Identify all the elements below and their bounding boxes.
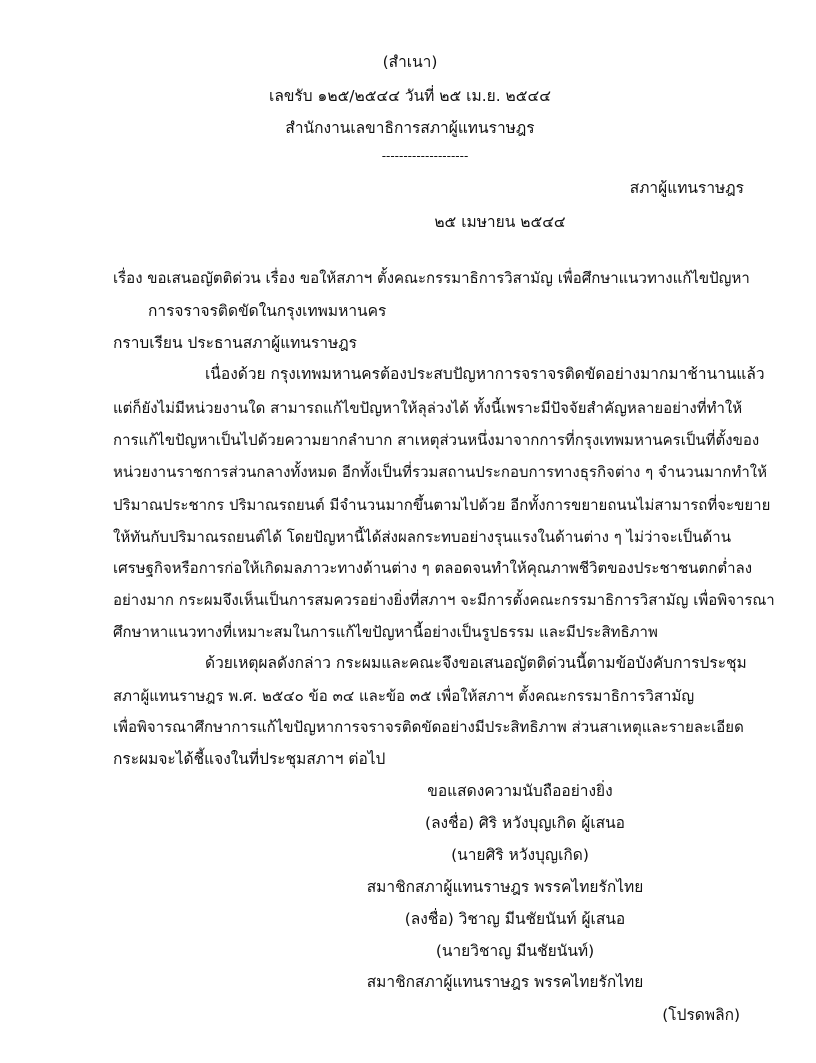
body-para1-line-8: อย่างมาก กระผมจึงเห็นเป็นการสมควรอย่างยิ่งที่สภาฯ จะมีการตั้งคณะกรรมาธิการวิสามัญ เพื่อพิจารณา bbox=[113, 591, 775, 609]
body-para1-line-1: เนื่องด้วย กรุงเทพมหานครต้องประสบปัญหาการจราจรติดขัดอย่างมากมาช้านานแล้ว bbox=[205, 365, 765, 383]
copy-label: (สำเนา) bbox=[382, 53, 438, 71]
body-para1-line-4: หน่วยงานราชการส่วนกลางทั้งหมด อีกทั้งเป็นที่รวมสถานประกอบการทางธุรกิจต่าง ๆ จำนวนมากทำให้ bbox=[113, 463, 767, 481]
body-para2-line-4: กระผมจะได้ชี้แจงในที่ประชุมสภาฯ ต่อไป bbox=[113, 750, 386, 768]
turn-over-note: (โปรดพลิก) bbox=[662, 1006, 740, 1024]
place: สภาผู้แทนราษฎร bbox=[629, 179, 744, 197]
body-para2-line-3: เพื่อพิจารณาศึกษาการแก้ไขปัญหาการจราจรติดขัดอย่างมีประสิทธิภาพ ส่วนสาเหตุและรายละเอียด bbox=[113, 718, 744, 736]
salutation: กราบเรียน ประธานสภาผู้แทนราษฎร bbox=[113, 334, 357, 352]
subject-line-2: การจราจรติดขัดในกรุงเทพมหานคร bbox=[148, 302, 387, 320]
signer-name-2: (นายวิชาญ มีนชัยนันท์) bbox=[435, 942, 595, 960]
body-para1-line-9: ศึกษาหาแนวทางที่เหมาะสมในการแก้ไขปัญหานี้อย่างเป็นรูปธรรม และมีประสิทธิภาพ bbox=[113, 623, 658, 641]
body-para1-line-6: ให้ทันกับปริมาณรถยนต์ได้ โดยปัญหานี้ได้ส่งผลกระทบอย่างรุนแรงในด้านต่าง ๆ ไม่ว่าจะเป็นด้าน bbox=[113, 528, 731, 546]
signer-name-1: (นายศิริ หวังบุญเกิด) bbox=[451, 846, 589, 864]
receipt-line: เลขรับ ๑๒๕/๒๕๔๔ วันที่ ๒๕ เม.ย. ๒๕๔๔ bbox=[269, 87, 551, 105]
body-para2-line-2: สภาผู้แทนราษฎร พ.ศ. ๒๕๔๐ ข้อ ๓๔ และข้อ ๓๕ เพื่อให้สภาฯ ตั้งคณะกรรมาธิการวิสามัญ bbox=[113, 687, 695, 705]
signature-1: (ลงชื่อ) ศิริ หวังบุญเกิด ผู้เสนอ bbox=[425, 814, 625, 832]
body-para1-line-7: เศรษฐกิจหรือการก่อให้เกิดมลภาวะทางด้านต่าง ๆ ตลอดจนทำให้คุณภาพชีวิตของประชาชนตกต่ำลง bbox=[113, 559, 753, 577]
body-para2-line-1: ด้วยเหตุผลดังกล่าว กระผมและคณะจึงขอเสนอญัตติด่วนนี้ตามข้อบังคับการประชุม bbox=[205, 654, 747, 672]
office-name: สำนักงานเลขาธิการสภาผู้แทนราษฎร bbox=[285, 119, 535, 137]
signature-2: (ลงชื่อ) วิชาญ มีนชัยนันท์ ผู้เสนอ bbox=[404, 910, 626, 928]
signer-title-1: สมาชิกสภาผู้แทนราษฎร พรรคไทยรักไทย bbox=[366, 878, 644, 896]
body-para1-line-3: การแก้ไขปัญหาเป็นไปด้วยความยากลำบาก สาเหตุส่วนหนึ่งมาจากการที่กรุงเทพมหานครเป็นที่ตั้งของ bbox=[113, 431, 760, 449]
subject-line-1: เรื่อง ขอเสนอญัตติด่วน เรื่อง ขอให้สภาฯ ตั้งคณะกรรมาธิการวิสามัญ เพื่อศึกษาแนวทางแก้ไขปัญหา bbox=[113, 269, 750, 287]
body-para1-line-2: แต่ก็ยังไม่มีหน่วยงานใด สามารถแก้ไขปัญหาให้ลุล่วงได้ ทั้งนี้เพราะมีปัจจัยสำคัญหลายอย่างที่ทำให้ bbox=[113, 399, 743, 417]
body-para1-line-5: ปริมาณประชากร ปริมาณรถยนต์ มีจำนวนมากขึ้นตามไปด้วย อีกทั้งการขยายถนนไม่สามารถที่จะขยาย bbox=[113, 496, 771, 514]
header-divider: -------------------- bbox=[381, 149, 469, 163]
closing-respect: ขอแสดงความนับถืออย่างยิ่ง bbox=[427, 782, 613, 800]
letter-date: ๒๕ เมษายน ๒๕๔๔ bbox=[434, 213, 566, 231]
signer-title-2: สมาชิกสภาผู้แทนราษฎร พรรคไทยรักไทย bbox=[366, 973, 644, 991]
